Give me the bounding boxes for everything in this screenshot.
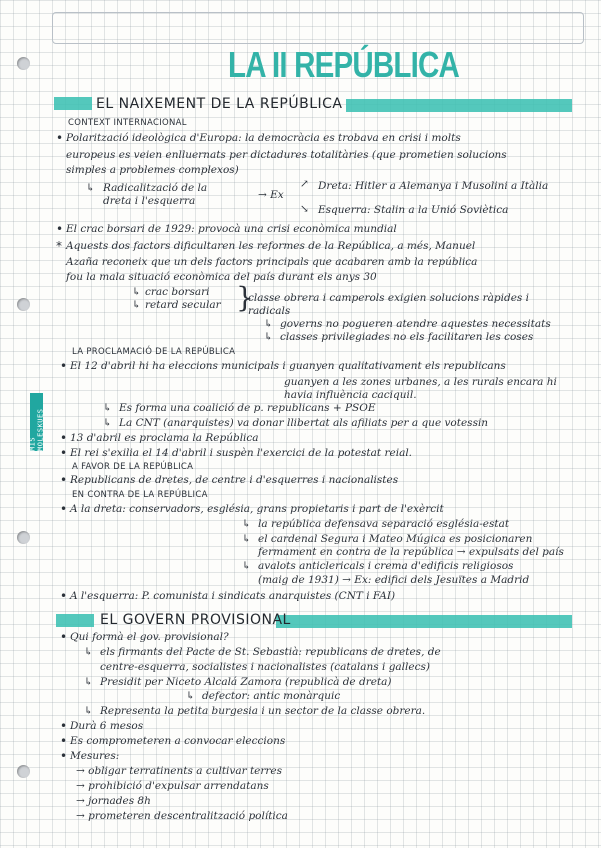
note-line: A la dreta: conservadors, església, grans propietaris i part de l'exèrcit <box>70 503 444 515</box>
note-line: radicals <box>248 305 291 317</box>
binder-hole <box>17 765 30 778</box>
bullet: • <box>60 734 68 748</box>
arrow-glyph: ↳ <box>242 560 251 572</box>
note-line: → Ex <box>258 189 284 201</box>
bullet: • <box>60 431 68 445</box>
note-line: El 12 d'abril hi ha eleccions municipals i guanyen qualitativament els republicans <box>70 360 506 372</box>
bullet: • <box>56 222 64 236</box>
note-line: Esquerra: Stalin a la Unió Soviètica <box>318 204 509 216</box>
bullet: • <box>60 502 68 516</box>
header-box <box>52 12 584 44</box>
subheading-en-contra: EN CONTRA DE LA REPÚBLICA <box>72 490 208 500</box>
arrow-glyph: ↳ <box>186 690 195 702</box>
brand-label: MIS MOLESKUES <box>30 393 43 451</box>
note-line: El rei s'exilia el 14 d'abril i suspèn l'exercici de la potestat reial. <box>70 447 413 459</box>
page-title: LA II REPÚBLICA <box>228 44 459 85</box>
subheading-context: CONTEXT INTERNACIONAL <box>68 118 187 128</box>
section-highlight <box>56 614 94 627</box>
note-line: dreta i l'esquerra <box>103 195 196 207</box>
note-line: Es forma una coalició de p. republicans + PSOE <box>119 402 376 414</box>
note-line: retard secular <box>145 299 221 311</box>
note-line: el cardenal Segura i Mateo Múgica es posicionaren <box>258 533 533 545</box>
section-heading-govern: EL GOVERN PROVISIONAL <box>100 612 291 628</box>
arrow-glyph: ↳ <box>132 299 141 311</box>
subheading-a-favor: A FAVOR DE LA REPÚBLICA <box>72 462 194 472</box>
subheading-proclamacio: LA PROCLAMACIÓ DE LA REPÚBLICA <box>72 347 236 357</box>
arrow-glyph: ↳ <box>103 402 112 414</box>
note-line: → obligar terratinents a cultivar terres <box>76 765 283 777</box>
note-line: fermament en contra de la república → expulsats del país <box>258 546 564 558</box>
note-line: classes privilegiades no els facilitaren les coses <box>280 331 534 343</box>
bullet: • <box>56 131 64 145</box>
note-line: Es comprometeren a convocar eleccions <box>70 735 286 747</box>
note-line: Dreta: Hitler a Alemanya i Musolini a Itàlia <box>318 180 549 192</box>
note-line: europeus es veien enlluernats per dictadures totalitàries (que prometien solucions <box>66 149 507 161</box>
arrow-glyph: ↗ <box>300 178 309 190</box>
note-line: Azaña reconeix que un dels factors principals que acabaren amb la república <box>66 256 478 268</box>
note-line: Representa la petita burgesia i un sector de la classe obrera. <box>100 705 426 717</box>
arrow-glyph: ↳ <box>264 331 273 343</box>
arrow-glyph: ↳ <box>242 533 251 545</box>
arrow-glyph: ↳ <box>86 182 95 194</box>
note-line: El crac borsari de 1929: provocà una crisi econòmica mundial <box>66 223 397 235</box>
note-line: crac borsari <box>145 286 210 298</box>
section-highlight <box>276 615 572 628</box>
note-line: fou la mala situació econòmica del país durant els anys 30 <box>66 271 377 283</box>
note-line: (maig de 1931) → Ex: edifici dels Jesuïtes a Madrid <box>258 574 530 586</box>
note-line: avalots anticlericals i crema d'edificis religiosos <box>258 560 514 572</box>
note-line: Presidit per Niceto Alcalá Zamora (republicà de dreta) <box>100 676 392 688</box>
note-line: simples a problemes complexos) <box>66 164 239 176</box>
arrow-glyph: ↳ <box>264 318 273 330</box>
bullet: • <box>60 749 68 763</box>
note-line: → prohibició d'expulsar arrendatans <box>76 780 269 792</box>
note-line: els firmants del Pacte de St. Sebastià: republicans de dretes, de <box>100 646 441 658</box>
note-line: Republicans de dretes, de centre i d'esquerres i nacionalistes <box>70 474 399 486</box>
note-line: Radicalització de la <box>103 182 208 194</box>
bullet: * <box>56 239 62 253</box>
note-line: guanyen a les zones urbanes, a les rurals encara hi <box>284 376 557 388</box>
note-line: la república defensava separació església-estat <box>258 518 510 530</box>
note-line: Mesures: <box>70 750 120 762</box>
note-line: A l'esquerra: P. comunista i sindicats anarquistes (CNT i FAI) <box>70 590 396 602</box>
bullet: • <box>60 589 68 603</box>
binder-hole <box>17 57 30 70</box>
section-highlight <box>54 97 92 110</box>
bullet: • <box>60 446 68 460</box>
note-line: La CNT (anarquistes) va donar llibertat als afiliats per a que votessin <box>119 417 489 429</box>
note-line: Aquests dos factors dificultaren les reformes de la República, a més, Manuel <box>66 240 476 252</box>
arrow-glyph: ↳ <box>132 286 141 298</box>
arrow-glyph: ↳ <box>84 705 93 717</box>
arrow-glyph: ↳ <box>242 518 251 530</box>
note-line: Polarització ideològica d'Europa: la democràcia es trobava en crisi i molts <box>66 132 461 144</box>
note-line: 13 d'abril es proclama la República <box>70 432 259 444</box>
binder-hole <box>17 531 30 544</box>
note-line: Qui formà el gov. provisional? <box>70 631 229 643</box>
note-line: → jornades 8h <box>76 795 151 807</box>
note-line: → prometeren descentralització política <box>76 810 288 822</box>
note-line: classe obrera i camperols exigien solucions ràpides i <box>248 292 530 304</box>
binder-hole <box>17 298 30 311</box>
brace-glyph: } <box>236 281 254 314</box>
note-line: havia influència caciquil. <box>284 389 417 401</box>
bullet: • <box>60 359 68 373</box>
section-heading-naixement: EL NAIXEMENT DE LA REPÚBLICA <box>96 96 343 112</box>
note-line: Durà 6 mesos <box>70 720 144 732</box>
bullet: • <box>60 630 68 644</box>
arrow-glyph: ↳ <box>84 646 93 658</box>
note-line: defector: antic monàrquic <box>202 690 341 702</box>
note-line: governs no pogueren atendre aquestes necessitats <box>280 318 551 330</box>
bullet: • <box>60 719 68 733</box>
arrow-glyph: ↘ <box>300 203 309 215</box>
bullet: • <box>60 473 68 487</box>
note-line: centre-esquerra, socialistes i nacionalistes (catalans i gallecs) <box>100 661 430 673</box>
section-highlight <box>346 99 572 112</box>
arrow-glyph: ↳ <box>84 676 93 688</box>
arrow-glyph: ↳ <box>103 417 112 429</box>
